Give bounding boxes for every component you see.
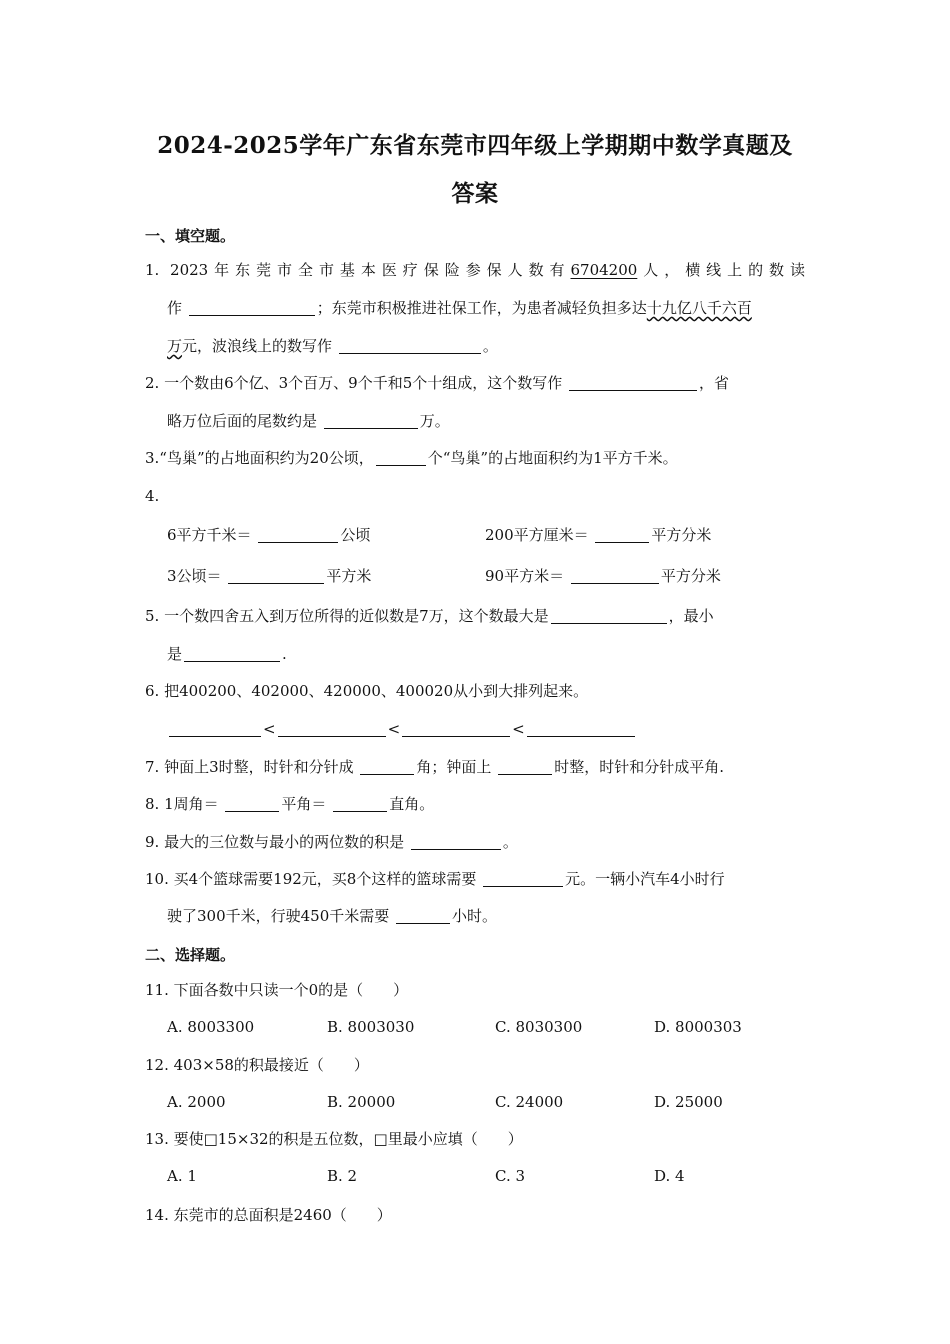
question-14-stem: 14. 东莞市的总面积是2460（ ） (145, 1206, 392, 1224)
answer-blank[interactable] (527, 720, 635, 737)
question-13-option-a[interactable]: A. 1 (167, 1167, 197, 1185)
question-13-option-b[interactable]: B. 2 (327, 1167, 358, 1185)
question-5-line1: 5. 一个数四舍五入到万位所得的近似数是7万，这个数最大是 ，最小 (145, 607, 714, 625)
wavy-underlined-text: 十九亿八千六百 (646, 299, 752, 317)
question-4-item-c: 3公顷＝ 平方米 (167, 567, 372, 585)
question-12-option-b[interactable]: B. 20000 (327, 1093, 396, 1111)
question-11-option-c[interactable]: C. 8030300 (495, 1018, 583, 1036)
answer-blank[interactable] (189, 299, 315, 316)
question-10-line2: 驶了300千米，行驶450千米需要 小时。 (167, 907, 498, 925)
question-8: 8. 1周角＝ 平角＝ 直角。 (145, 795, 435, 813)
answer-blank[interactable] (339, 337, 481, 354)
answer-blank[interactable] (333, 795, 387, 812)
question-1-line2: 作 ；东莞市积极推进社保工作，为患者减轻负担多达十九亿八千六百 (167, 299, 752, 317)
question-4-item-d: 90平方米＝ 平方分米 (485, 567, 721, 585)
question-13-option-c[interactable]: C. 3 (495, 1167, 526, 1185)
question-2-line2: 略万位后面的尾数约是 万。 (167, 412, 450, 430)
question-4-item-a: 6平方千米＝ 公顷 (167, 526, 371, 544)
question-6: 6. 把400200、402000、420000、400020从小到大排列起来。 (145, 682, 589, 700)
underlined-number: 6704200 (570, 261, 638, 279)
question-9: 9. 最大的三位数与最小的两位数的积是 。 (145, 833, 518, 851)
answer-blank[interactable] (411, 833, 501, 850)
section-choice-heading: 二、选择题。 (145, 946, 236, 964)
question-12-option-d[interactable]: D. 25000 (654, 1093, 723, 1111)
answer-blank[interactable] (184, 645, 280, 662)
page-title-line2: 答案 (451, 180, 499, 207)
question-2-line1: 2. 一个数由6个亿、3个百万、9个千和5个十组成，这个数写作 ，省 (145, 374, 730, 392)
answer-blank[interactable] (483, 870, 563, 887)
answer-blank[interactable] (569, 374, 697, 391)
question-12-stem: 12. 403×58的积最接近（ ） (145, 1056, 369, 1074)
answer-blank[interactable] (228, 567, 324, 584)
answer-blank[interactable] (376, 449, 426, 466)
question-11-stem: 11. 下面各数中只读一个0的是（ ） (145, 981, 409, 999)
question-6-answer-row: < < < (167, 719, 637, 739)
answer-blank[interactable] (551, 607, 667, 624)
answer-blank[interactable] (258, 526, 338, 543)
answer-blank[interactable] (169, 720, 261, 737)
question-13-stem: 13. 要使□15×32的积是五位数，□里最小应填（ ） (145, 1130, 523, 1148)
answer-blank[interactable] (360, 758, 414, 775)
answer-blank[interactable] (595, 526, 649, 543)
question-3: 3.“鸟巢”的占地面积约为20公顷， 个“鸟巢”的占地面积约为1平方千米。 (145, 449, 678, 467)
question-1-line3: 万元，波浪线上的数写作 。 (167, 337, 498, 355)
answer-blank[interactable] (498, 758, 552, 775)
answer-blank[interactable] (402, 720, 510, 737)
question-10-line1: 10. 买4个篮球需要192元，买8个这样的篮球需要 元。一辆小汽车4小时行 (145, 870, 725, 888)
question-13-option-d[interactable]: D. 4 (654, 1167, 685, 1185)
answer-blank[interactable] (225, 795, 279, 812)
page-title-line1: 2024-2025学年广东省东莞市四年级上学期期中数学真题及 (157, 132, 793, 159)
question-11-option-a[interactable]: A. 8003300 (167, 1018, 255, 1036)
question-12-option-a[interactable]: A. 2000 (167, 1093, 226, 1111)
question-7: 7. 钟面上3时整，时针和分针成 角；钟面上 时整，时针和分针成平角. (145, 758, 724, 776)
answer-blank[interactable] (278, 720, 386, 737)
answer-blank[interactable] (396, 907, 450, 924)
question-11-option-b[interactable]: B. 8003030 (327, 1018, 415, 1036)
question-4-item-b: 200平方厘米＝ 平方分米 (485, 526, 712, 544)
question-12-option-c[interactable]: C. 24000 (495, 1093, 564, 1111)
question-4-number: 4. (145, 487, 160, 505)
answer-blank[interactable] (324, 412, 418, 429)
section-fill-in-heading: 一、填空题。 (145, 227, 236, 245)
answer-blank[interactable] (571, 567, 659, 584)
question-11-option-d[interactable]: D. 8000303 (654, 1018, 742, 1036)
question-5-line2: 是 . (167, 645, 287, 663)
question-1-line1: 1. 2023年东莞市全市基本医疗保险参保人数有6704200人，横线上的数读 (145, 261, 805, 279)
